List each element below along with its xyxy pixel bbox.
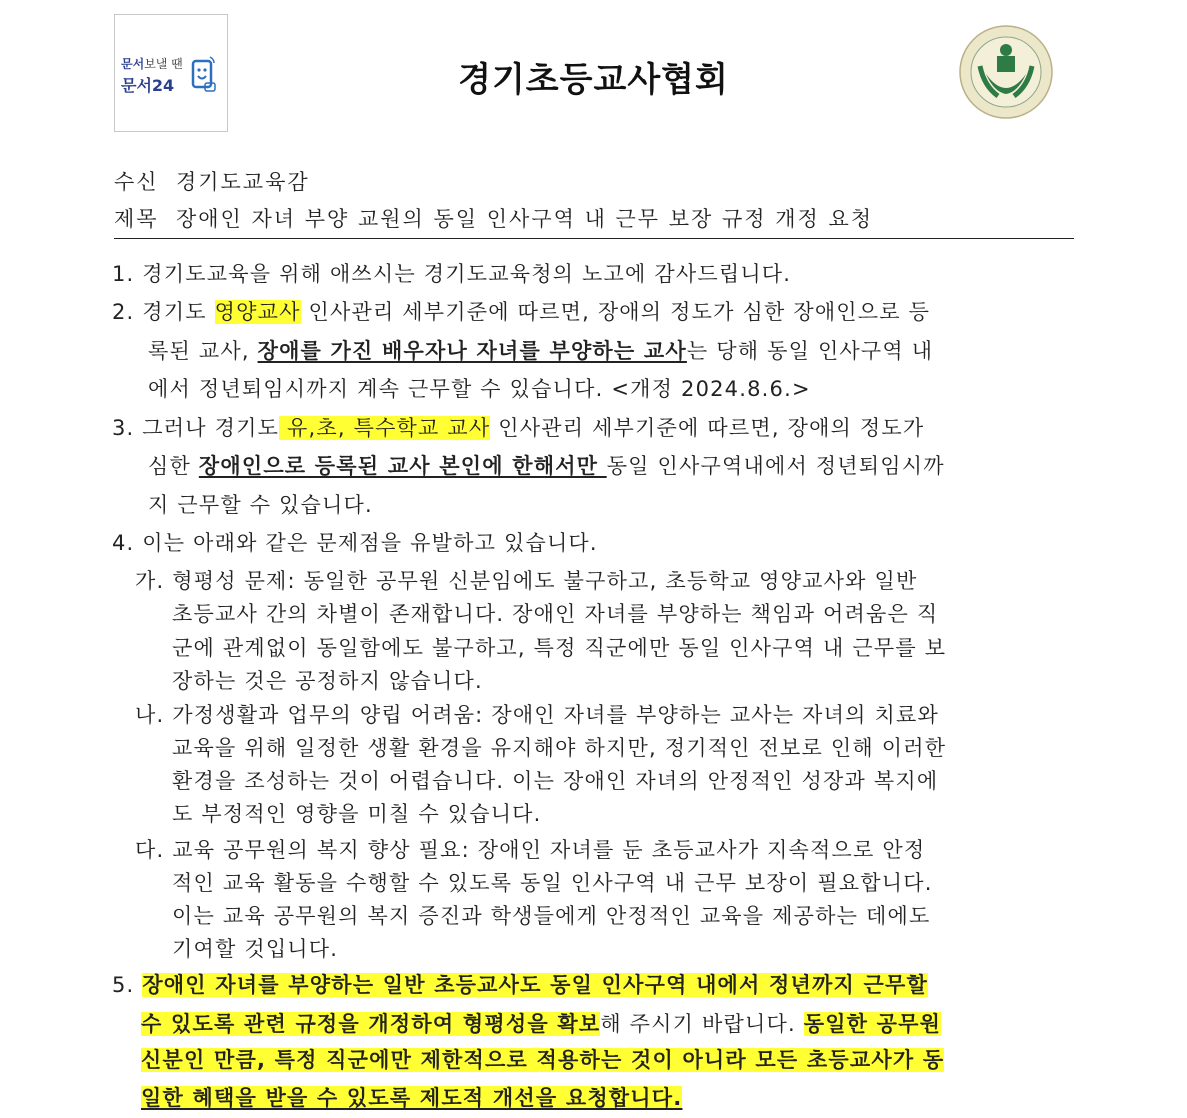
paragraph-5-line-3 [141,1044,944,1074]
item-ga-line-3: 군에 관계없이 동일함에도 불구하고, 특정 직군에만 동일 인사구역 내 근무를 보 [172,636,947,660]
item-ga-line-2: 초등교사 간의 차별이 존재합니다. 장애인 자녀를 부양하는 책임과 어려움은 직 [172,602,939,626]
item-ga-line-1: 가. 형평성 문제: 동일한 공무원 신분임에도 불구하고, 초등학교 영양교사와 일반 [135,569,918,593]
item-ga-line-4: 장하는 것은 공정하지 않습니다. [172,669,483,693]
item-na-line-2: 교육을 위해 일정한 생활 환경을 유지해야 하지만, 정기적인 전보로 인해 이러한 [172,736,947,760]
paragraph-5-line-4 [141,1082,682,1112]
item-na-line-4: 도 부정적인 영향을 미칠 수 있습니다. [172,802,542,826]
subject-value: 장애인 자녀 부양 교원의 동일 인사구역 내 근무 보장 규정 개정 요청 [175,207,874,231]
p3-text: 인사관리 세부기준에 따르면, 장애의 정도가 [490,416,925,440]
subject-label: 제목 [114,207,159,231]
paragraph-3-line-3: 지 근무할 수 있습니다. [148,493,373,517]
emphasis-dependents-teacher: 장애를 가진 배우자나 자녀를 부양하는 교사 [257,339,687,363]
p3-text: 3. 그러나 경기도 [112,416,280,440]
recipient-row [114,166,310,196]
paragraph-2-line-2 [148,335,933,365]
highlight-school-teacher: 유,초, 특수학교 교사 [279,416,491,440]
request-highlight-3: 동일한 공무원 [803,1012,942,1036]
highlight-nutrition-teacher: 영양교사 [214,300,301,324]
p5-text: 해 주시기 바랍니다. [600,1012,804,1036]
p2-text: 인사관리 세부기준에 따르면, 장애의 정도가 심한 장애인으로 등 [300,300,931,324]
paragraph-2-line-1 [112,296,930,326]
paragraph-5-line-1 [112,969,928,999]
item-na-line-3: 환경을 조성하는 것이 어렵습니다. 이는 장애인 자녀의 안정적인 성장과 복지에 [172,769,939,793]
paragraph-3-line-1 [112,412,924,442]
item-na-line-1: 나. 가정생활과 업무의 양립 어려움: 장애인 자녀를 부양하는 교사는 자녀의 치료와 [135,703,939,727]
request-highlight-2: 수 있도록 관련 규정을 개정하여 형평성을 확보 [141,1012,601,1036]
item-da-line-3: 이는 교육 공무원의 복지 증진과 학생들에게 안정적인 교육을 제공하는 데에도 [172,904,931,928]
paragraph-1: 1. 경기도교육을 위해 애쓰시는 경기도교육청의 노고에 감사드립니다. [112,262,792,286]
paragraph-2-line-3: 에서 정년퇴임시까지 계속 근무할 수 있습니다. <개정 2024.8.6.> [148,377,811,401]
request-highlight-5: 일한 혜택을 받을 수 있도록 제도적 개선을 요청합니다. [141,1086,683,1110]
item-da-line-2: 적인 교육 활동을 수행할 수 있도록 동일 인사구역 내 근무 보장이 필요합니다. [172,871,933,895]
p2-text: 록된 교사, [148,339,258,363]
item-da-line-4: 기여할 것입니다. [172,937,339,961]
subject-row [114,203,873,233]
p2-text: 2. 경기도 [112,300,215,324]
p5-number: 5. [112,973,143,997]
association-seal-icon [958,14,1054,130]
request-highlight-4: 신분인 만큼, 특정 직군에만 제한적으로 적용하는 것이 아니라 모든 초등교사가 동 [141,1048,945,1072]
recipient-label: 수신 [114,170,159,194]
paragraph-5-line-2 [141,1008,941,1038]
paragraph-4-intro: 4. 이는 아래와 같은 문제점을 유발하고 있습니다. [112,531,598,555]
header-divider [114,238,1074,239]
p3-text: 심한 [148,454,199,478]
recipient-value: 경기도교육감 [175,170,310,194]
organization-title: 경기초등교사협회 [458,60,729,100]
request-highlight-1: 장애인 자녀를 부양하는 일반 초등교사도 동일 인사구역 내에서 정년까지 근무할 [142,973,928,997]
logo-text-1a: 문서 [121,57,145,71]
p2-text: 는 당해 동일 인사구역 내 [686,339,934,363]
paragraph-3-line-2 [148,450,945,480]
logo-text-1b: 보낼 땐 [144,57,183,71]
p3-text: 동일 인사구역내에서 정년퇴임시까 [606,454,945,478]
logo-text-2: 문서24 [121,76,175,95]
item-da-line-1: 다. 교육 공무원의 복지 향상 필요: 장애인 자녀를 둔 초등교사가 지속적으로 안정 [135,838,926,862]
emphasis-self-only: 장애인으로 등록된 교사 본인에 한해서만 [198,454,607,478]
